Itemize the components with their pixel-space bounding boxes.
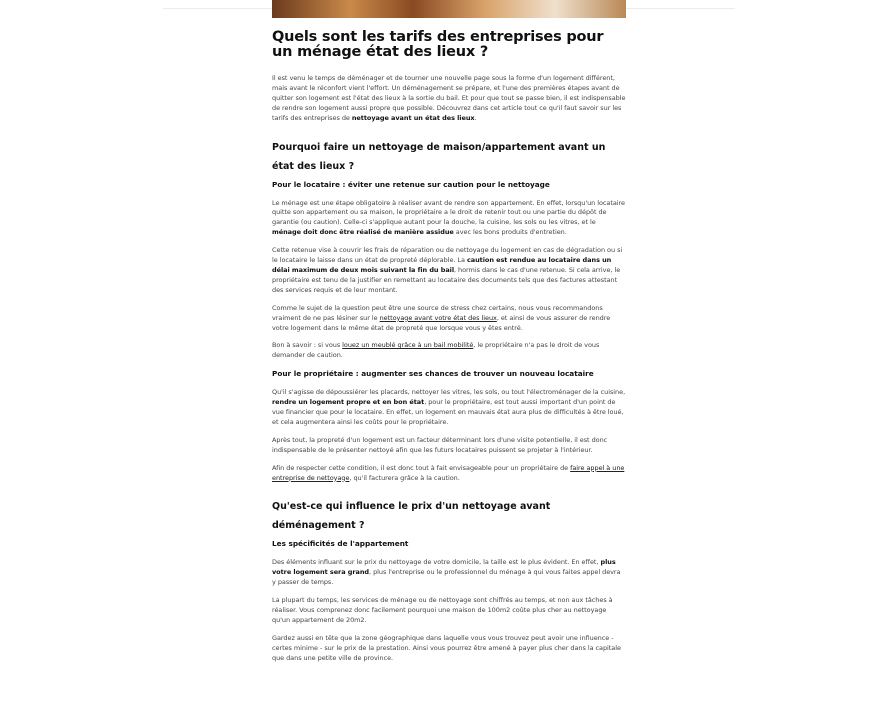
paragraph: Le ménage est une étape obligatoire à réaliser avant de rendre son appartement. En effet, lorsqu'un locataire quitte son appartement ou sa maison, le propriétaire a le droit de retenir tout ou une partie du dépôt de garantie (ou caution). Celle-ci s'applique autant pour la douche, la cuisine, les sols ou les vitres, et le ménage doit donc être réalisé de manière assidue avec les bons produits d'entretien. (272, 198, 625, 237)
subheading-owner: Pour le propriétaire : augmenter ses chances de trouver un nouveau locataire (272, 369, 594, 379)
intro-paragraph: Il est venu le temps de déménager et de tourner une nouvelle page sous la forme d'un logement différent, mais avant le réconfort vient l'effort. Un déménagement se prépare, et l'une des premières étapes avant de quitter son logement est l'état des lieux à la sortie du bail. Et pour que tout se passe bien, il est indispensable de rendre son logement aussi propre que possible. Découvrez dans cet article tout ce qu'il faut savoir sur les tarifs des entreprises de nettoyage avant un état des lieux. (272, 74, 626, 122)
paragraph: Gardez aussi en tête que la zone géographique dans laquelle vous vous trouvez peut avoir une influence - certes minime - sur le prix de la prestation. Ainsi vous pourrez être amené à payer plus cher dans la capitale que dans une petite ville de province. (272, 633, 621, 662)
paragraph: Après tout, la propreté d'un logement est un facteur déterminant lors d'une visite potentielle, il est donc indispensable de le présenter nettoyé afin que les futurs locataires puissent se projeter à l'intérieur. (272, 435, 608, 454)
paragraph: Bon à savoir : si vous louez un meublé grâce à un bail mobilité, le propriétaire n'a pas le droit de vous demander de caution. (272, 341, 600, 360)
paragraph: Qu'il s'agisse de dépoussiérer les placards, nettoyer les vitres, les sols, ou tout l'électroménager de la cuisine, rendre un logement propre et en bon état, pour le propriétaire, est tout aussi important d'un point de vue financier que pour le locataire. En effet, un logement en mauvais état aura plus de difficultés à être loué, et cela augmentera ainsi les coûts pour le propriétaire. (272, 388, 626, 426)
subheading-apartment-specifics: Les spécificités de l'appartement (272, 539, 409, 549)
hero-image (272, 0, 626, 18)
paragraph: Comme le sujet de la question peut être une source de stress chez certains, nous vous recommandons vraiment de ne pas lésiner sur le nettoyage avant votre état des lieux, et ainsi de vous assurer de rendre votre logement dans le même état de propreté que lorsque vous y êtes entré. (272, 303, 611, 332)
paragraph: Afin de respecter cette condition, il est donc tout à fait envisageable pour un propriétaire de faire appel à une entreprise de nettoyage, qu'il facturera grâce à la caution. (272, 463, 625, 482)
paragraph: La plupart du temps, les services de ménage ou de nettoyage sont chiffrés au temps, et non aux tâches à réaliser. Vous comprenez donc facilement pourquoi une maison de 100m2 coûte plus cher au nettoyage qu'un appartement de 20m2. (272, 596, 613, 624)
section-heading-why-clean: Pourquoi faire un nettoyage de maison/appartement avant un état des lieux ? (272, 141, 606, 172)
subheading-tenant: Pour le locataire : éviter une retenue sur caution pour le nettoyage (272, 179, 550, 189)
article-title: Quels sont les tarifs des entreprises pour un ménage état des lieux ? (272, 29, 604, 60)
link-cleaning-before-inventory[interactable]: nettoyage avant votre état des lieux (379, 313, 497, 322)
paragraph: Cette retenue vise à couvrir les frais de réparation ou de nettoyage du logement en cas de dégradation ou si le locataire le laisse dans un état de propreté déplorable. La caution est rendue au locataire dans un délai maximum de deux mois suivant la fin du bail, hormis dans le cas d'une retenue. Si cela arrive, le propriétaire est tenu de la justifier en remettant au locataire des documents tels que des factures attestant des services requis et de leur montant. (272, 246, 623, 294)
section-heading-price-factors: Qu'est-ce qui influence le prix d'un nettoyage avant déménagement ? (272, 501, 551, 532)
link-cleaning-company[interactable]: faire appel à une entreprise de nettoyage (272, 463, 625, 482)
link-mobility-lease[interactable]: louez un meublé grâce à un bail mobilité (342, 341, 474, 350)
article (272, 30, 626, 672)
paragraph: Des éléments influant sur le prix du nettoyage de votre domicile, la taille est le plus évident. En effet, plus votre logement sera grand, plus l'entreprise ou le professionnel du ménage à qui vous faites appel devra y passer de temps. (272, 558, 621, 587)
